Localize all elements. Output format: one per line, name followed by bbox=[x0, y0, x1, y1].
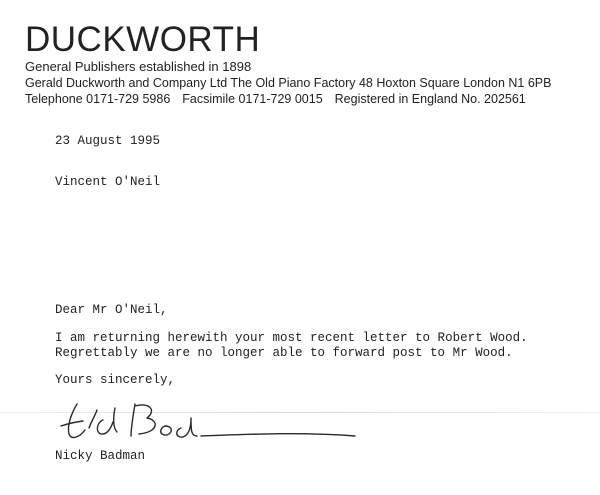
telephone-number: Telephone 0171-729 5986 bbox=[25, 92, 171, 106]
body-line-2: Regrettably we are no longer able to forward post to Mr Wood. bbox=[55, 346, 513, 360]
fax-number: Facsimile 0171-729 0015 bbox=[182, 92, 323, 106]
letterhead bbox=[25, 22, 551, 107]
registration-number: Registered in England No. 202561 bbox=[334, 92, 526, 106]
recipient-name: Vincent O'Neil bbox=[55, 175, 161, 189]
company-address: Gerald Duckworth and Company Ltd The Old Piano Factory 48 Hoxton Square London N1 6PB bbox=[25, 76, 552, 90]
closing: Yours sincerely, bbox=[55, 373, 176, 387]
signatory-name: Nicky Badman bbox=[55, 449, 146, 463]
salutation: Dear Mr O'Neil, bbox=[55, 303, 168, 317]
company-contact-line bbox=[25, 91, 551, 107]
body-line-1: I am returning herewith your most recent letter to Robert Wood. bbox=[55, 331, 528, 345]
letter-date: 23 August 1995 bbox=[55, 134, 161, 148]
handwritten-signature bbox=[55, 400, 375, 450]
company-logo: DUCKWORTH bbox=[25, 20, 261, 59]
company-tagline: General Publishers established in 1898 bbox=[25, 59, 252, 74]
